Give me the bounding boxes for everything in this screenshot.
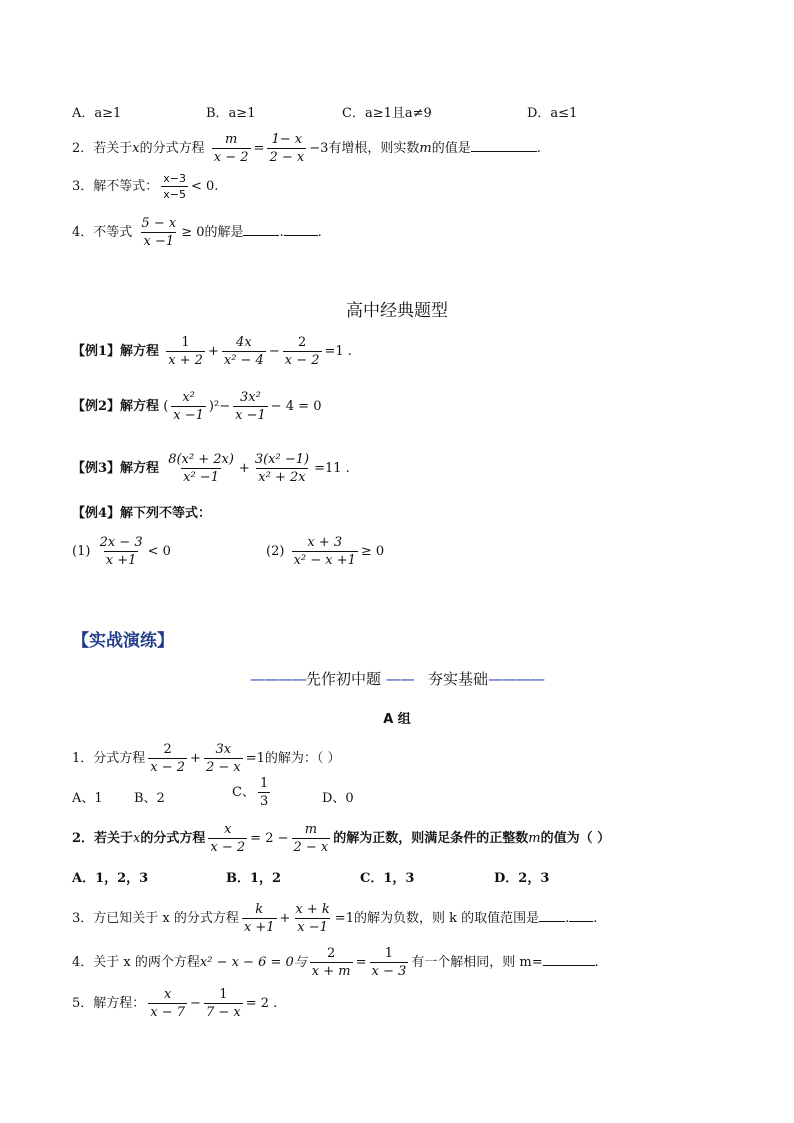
ex2-fraction-1: $\frac{\text{x²}}{x -1}$	[173, 390, 204, 423]
p4-fraction-2: $\frac{1}{x - 3}$	[371, 946, 407, 979]
example-3-label: 【例3】解方程	[72, 461, 160, 476]
p2-option-d: D．2，3	[494, 871, 550, 886]
p4-prefix: 4．关于 x 的两个方程	[72, 955, 200, 970]
ex3-fraction-1: $\frac{\text{8(x² + 2x)}}{\text{x² −1}}$	[168, 452, 234, 485]
q4-answer-blank-2	[284, 223, 318, 236]
p4-answer-blank	[543, 953, 595, 966]
p3-fraction-2: $\frac{x + k}{x -1}$	[295, 902, 330, 935]
p1-option-d: D、0	[322, 791, 354, 806]
p3-answer-blank-1	[539, 909, 565, 922]
q1-option-c: C．a≥1且a≠9	[342, 106, 432, 121]
group-label: A 组	[383, 712, 411, 727]
practice-3: 3．方已知关于 x 的分式方程 $\frac{k}{x +1}$ + $\frac{x + k}{x -1}$ =1的解为负数，则 k 的取值范围是 . .	[72, 902, 598, 935]
q2-tail: −3有增根，则实数	[309, 141, 420, 156]
practice-5: 5．解方程： $\frac{x}{x - 7}$ − $\frac{1}{7 - x}$ = 2 .	[72, 987, 278, 1020]
ex2-fraction-2: $\frac{\text{3x²}}{x -1}$	[235, 390, 266, 423]
example-4-part-2: (2) $\frac{x + 3}{\text{x² − x +1}}$ ≥ 0	[266, 535, 385, 568]
q1-option-b: B．a≥1	[206, 106, 256, 121]
ex1-fraction-1: $\frac{1}{x + 2}$	[168, 335, 203, 368]
q1-option-a: A．a≥1	[72, 106, 122, 121]
example-2-label: 【例2】解方程	[72, 399, 160, 414]
ex1-fraction-2: $\frac{4x}{\text{x² − 4}}$	[223, 335, 264, 368]
question-2: 2．若关于x的分式方程 $\frac{m}{x - 2}$ = $\frac{1- x}{2 - x}$ −3有增根，则实数m的值是 .	[72, 132, 541, 165]
q2-answer-blank	[471, 139, 537, 152]
q4-prefix: 4．不等式	[72, 225, 133, 240]
p1-option-a: A、1	[72, 791, 103, 806]
example-3: 【例3】解方程 $\frac{\text{8(x² + 2x)}}{\text{x² −1}}$ + $\frac{\text{3(x² −1)}}{\text{x² + 2x}}$ =11 .	[72, 452, 350, 485]
p3-prefix: 3．方已知关于 x 的分式方程	[72, 911, 239, 926]
p2-option-c: C．1，3	[360, 871, 415, 886]
q3-fraction: $\frac{x-3}{x-5}$	[163, 172, 187, 201]
question-3: 3．解不等式： $\frac{x-3}{x-5}$ < 0.	[72, 172, 219, 201]
p5-fraction-2: $\frac{1}{7 - x}$	[205, 987, 241, 1020]
ex4b-fraction: $\frac{x + 3}{\text{x² − x +1}}$	[293, 535, 356, 568]
q3-prefix: 3．解不等式：	[72, 179, 159, 194]
example-4	[72, 505, 211, 523]
p1-option-c: C、 $\frac{1}{3}$	[232, 776, 269, 809]
ex3-fraction-2: $\frac{\text{3(x² −1)}}{\text{x² + 2x}}$	[254, 452, 310, 485]
p3-answer-blank-2	[569, 909, 593, 922]
example-1: 【例1】解方程 $\frac{1}{x + 2}$ + $\frac{4x}{\text{x² − 4}}$ − $\frac{2}{x - 2}$ =1 .	[72, 335, 352, 368]
p4-fraction-1: $\frac{2}{x + m}$	[311, 946, 351, 979]
q4-fraction: $\frac{5 - x}{x -1}$	[141, 216, 177, 249]
p2-prefix: 2．若关于	[72, 831, 134, 846]
p3-fraction-1: $\frac{k}{x +1}$	[243, 902, 275, 935]
example-4-part-1: (1) $\frac{2x - 3}{x +1}$ < 0	[72, 535, 171, 568]
p1-option-c-fraction: $\frac{1}{3}$	[259, 776, 269, 809]
p2-fraction-1: $\frac{x}{x - 2}$	[210, 822, 246, 855]
p1-fraction-2: $\frac{3x}{2 - x}$	[205, 742, 241, 775]
question-4: 4．不等式 $\frac{5 - x}{x -1}$ ≥ 0的解是 . .	[72, 216, 322, 249]
practice-1: 1．分式方程 $\frac{2}{x - 2}$ + $\frac{3x}{2 - x}$ =1的解为：（ ）	[72, 742, 341, 775]
q1-option-d: D．a≤1	[527, 106, 578, 121]
q2-mid: 的分式方程	[139, 141, 205, 156]
q2-prefix: 2．若关于	[72, 141, 133, 156]
p2-fraction-2: $\frac{m}{2 - x}$	[293, 822, 329, 855]
section-title: 高中经典题型	[346, 301, 448, 321]
example-1-label: 【例1】解方程	[72, 344, 160, 359]
p1-prefix: 1．分式方程	[72, 751, 146, 766]
subheading: ————先作初中题 —— 夯实基础————	[249, 670, 545, 688]
example-2: 【例2】解方程 ( $\frac{\text{x²}}{x -1}$ )²− $\frac{\text{3x²}}{x -1}$ − 4 = 0	[72, 390, 322, 423]
q4-answer-blank-1	[243, 223, 279, 236]
p2-option-b: B．1，2	[226, 871, 282, 886]
practice-2: 2．若关于x的分式方程 $\frac{x}{x - 2}$ = 2 − $\frac{m}{2 - x}$ 的解为正数，则满足条件的正整数m的值为（ ）	[72, 822, 611, 855]
p1-fraction-1: $\frac{2}{x - 2}$	[150, 742, 186, 775]
example-4-label: 【例4】解下列不等式：	[72, 506, 212, 521]
p5-fraction-1: $\frac{x}{x - 7}$	[150, 987, 186, 1020]
q2-fraction-2: $\frac{1- x}{2 - x}$	[269, 132, 305, 165]
p5-prefix: 5．解方程：	[72, 996, 146, 1011]
p2-option-a: A．1，2，3	[72, 871, 149, 886]
ex4a-fraction: $\frac{2x - 3}{x +1}$	[99, 535, 143, 568]
q2-fraction-1: $\frac{m}{x - 2}$	[213, 132, 249, 165]
p1-option-b: B、2	[134, 791, 165, 806]
practice-title: 【实战演练】	[72, 631, 174, 651]
practice-4: 4．关于 x 的两个方程x² − x − 6 = 0与 $\frac{2}{x + m}$ = $\frac{1}{x - 3}$ 有一个解相同，则 m= .	[72, 946, 599, 979]
q2-var-x: x	[132, 141, 140, 156]
ex1-fraction-3: $\frac{2}{x - 2}$	[284, 335, 320, 368]
